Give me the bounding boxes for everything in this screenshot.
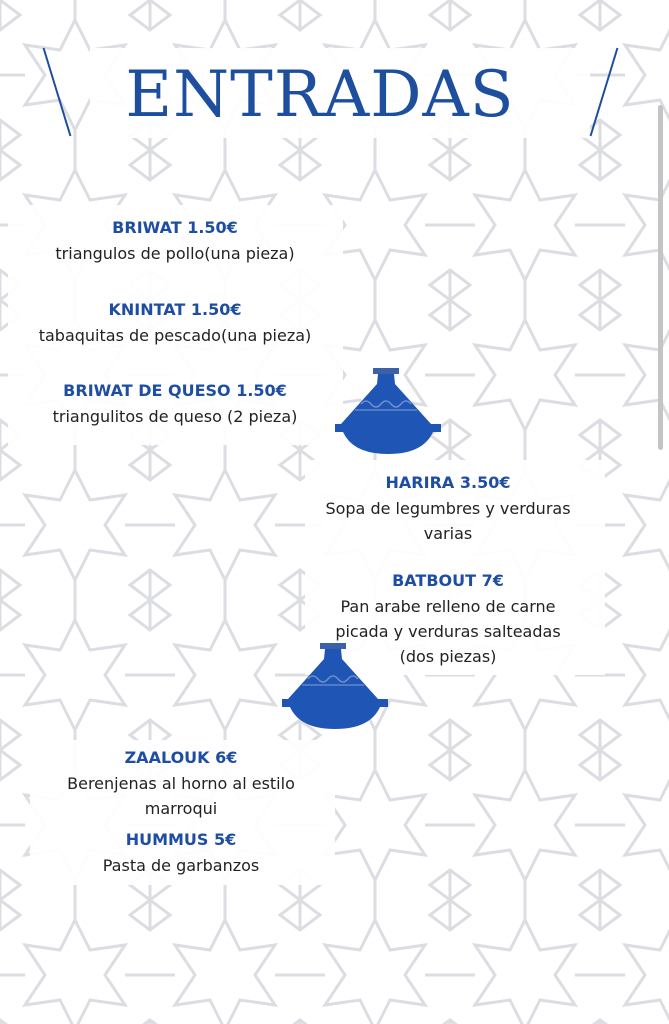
menu-item-zaalouk <box>30 745 332 821</box>
item-name: ZAALOUK 6€ <box>124 748 238 767</box>
menu-item-briwat-queso <box>0 378 350 429</box>
item-name: HUMMUS 5€ <box>125 830 237 849</box>
tagine-icon <box>280 641 390 733</box>
menu-item-knintat <box>0 297 350 348</box>
tagine-icon <box>333 366 443 458</box>
item-description: picada y verduras salteadas <box>335 622 561 641</box>
page-title: ENTRADAS <box>125 58 515 132</box>
item-description: marroqui <box>144 799 218 818</box>
item-description: varias <box>423 524 473 543</box>
item-description: Pasta de garbanzos <box>102 856 260 875</box>
item-name: BRIWAT 1.50€ <box>112 218 238 237</box>
item-name: BRIWAT DE QUESO 1.50€ <box>63 381 287 400</box>
item-description: Sopa de legumbres y verduras <box>325 499 571 518</box>
item-name: KNINTAT 1.50€ <box>108 300 242 319</box>
menu-item-briwat <box>0 215 350 266</box>
item-name: BATBOUT 7€ <box>392 571 504 590</box>
scrollbar[interactable] <box>658 105 663 450</box>
item-description: (dos piezas) <box>399 647 497 666</box>
item-description: triangulos de pollo(una pieza) <box>55 244 295 263</box>
item-description: Berenjenas al horno al estilo <box>67 774 295 793</box>
item-description: triangulitos de queso (2 pieza) <box>52 407 298 426</box>
menu-item-hummus <box>30 827 332 878</box>
item-description: Pan arabe relleno de carne <box>340 597 556 616</box>
item-name: HARIRA 3.50€ <box>385 473 511 492</box>
item-description: tabaquitas de pescado(una pieza) <box>38 326 312 345</box>
menu-item-harira <box>298 470 598 546</box>
